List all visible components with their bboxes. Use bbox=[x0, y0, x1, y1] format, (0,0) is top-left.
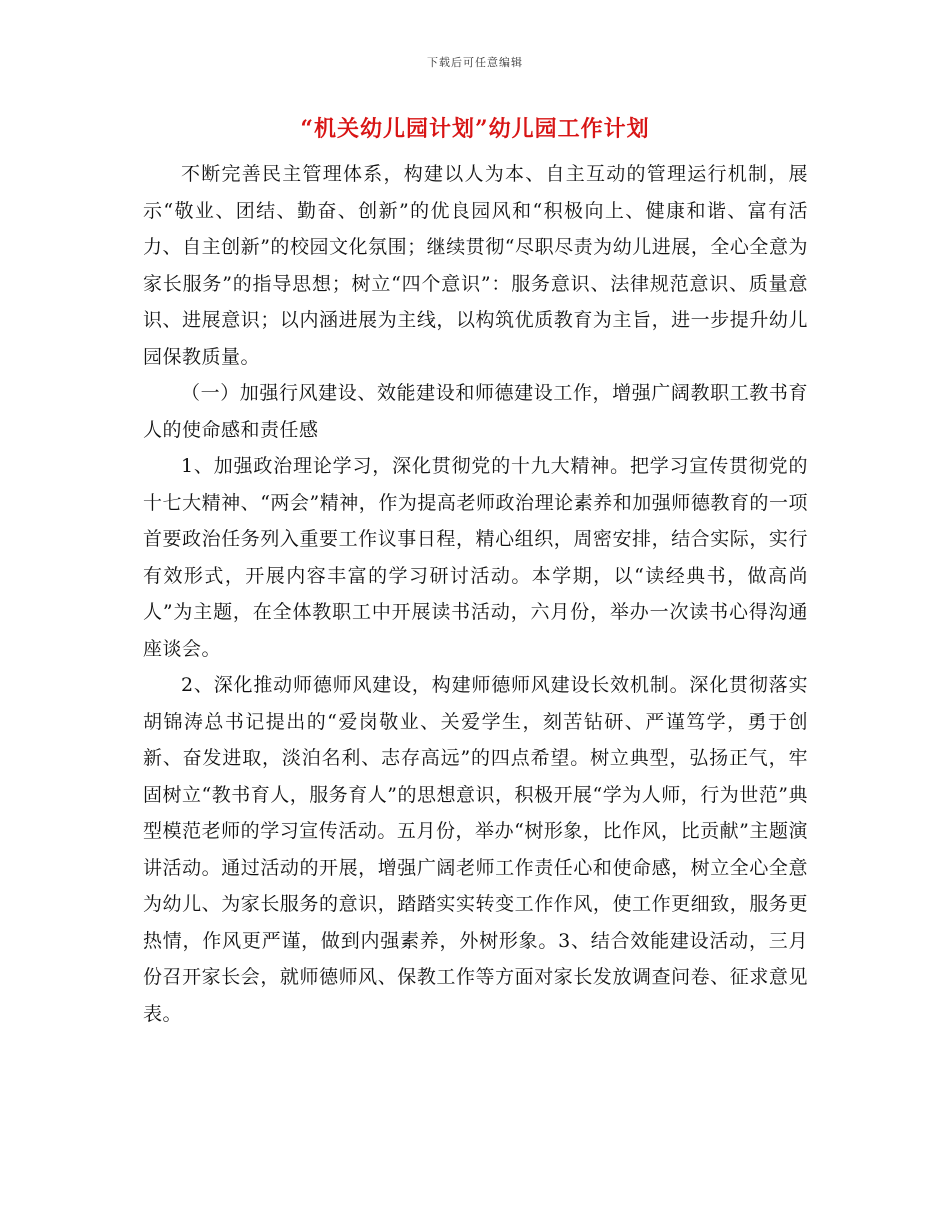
paragraph-item-2: 2、深化推动师德师风建设，构建师德师风建设长效机制。深化贯彻落实胡锦涛总书记提出的“爱岗敬业、关爱学生，刻苦钻研、严谨笃学，勇于创新、奋发进取，淡泊名利、志存高远”的四点希望。树立典型，弘扬正气，牢固树立“教书育人，服务育人”的思想意识，积极开展“学为人师，行为世范”典型模范老师的学习宣传活动。五月份，举办“树形象，比作风，比贡献”主题演讲活动。通过活动的开展，增强广阔老师工作责任心和使命感，树立全心全意为幼儿、为家长服务的意识，踏踏实实转变工作作风，使工作更细致，服务更热情，作风更严谨，做到内强素养，外树形象。3、结合效能建设活动，三月份召开家长会，就师德师风、保教工作等方面对家长发放调查问卷、征求意见表。 bbox=[143, 674, 808, 1025]
document-body bbox=[143, 156, 808, 1032]
paragraph-section-heading: （一）加强行风建设、效能建设和师德建设工作，增强广阔教职工教书育人的使命感和责任感 bbox=[143, 382, 808, 441]
paragraph-intro: 不断完善民主管理体系，构建以人为本、自主互动的管理运行机制，展示“敬业、团结、勤奋、创新”的优良园风和“积极向上、健康和谐、富有活力、自主创新”的校园文化氛围；继续贯彻“尽职尽责为幼儿进展，全心全意为家长服务”的指导思想；树立“四个意识”：服务意识、法律规范意识、质量意识、进展意识；以内涵进展为主线，以构筑优质教育为主旨，进一步提升幼儿园保教质量。 bbox=[143, 163, 808, 368]
page-header-note: 下载后可任意编辑 bbox=[427, 56, 523, 69]
document-title: “机关幼儿园计划”幼儿园工作计划 bbox=[300, 116, 650, 142]
paragraph-item-1: 1、加强政治理论学习，深化贯彻党的十九大精神。把学习宣传贯彻党的十七大精神、“两会”精神，作为提高老师政治理论素养和加强师德教育的一项首要政治任务列入重要工作议事日程，精心组织，周密安排，结合实际，实行有效形式，开展内容丰富的学习研讨活动。本学期，以“读经典书，做高尚人”为主题，在全体教职工中开展读书活动，六月份，举办一次读书心得沟通座谈会。 bbox=[143, 455, 808, 660]
